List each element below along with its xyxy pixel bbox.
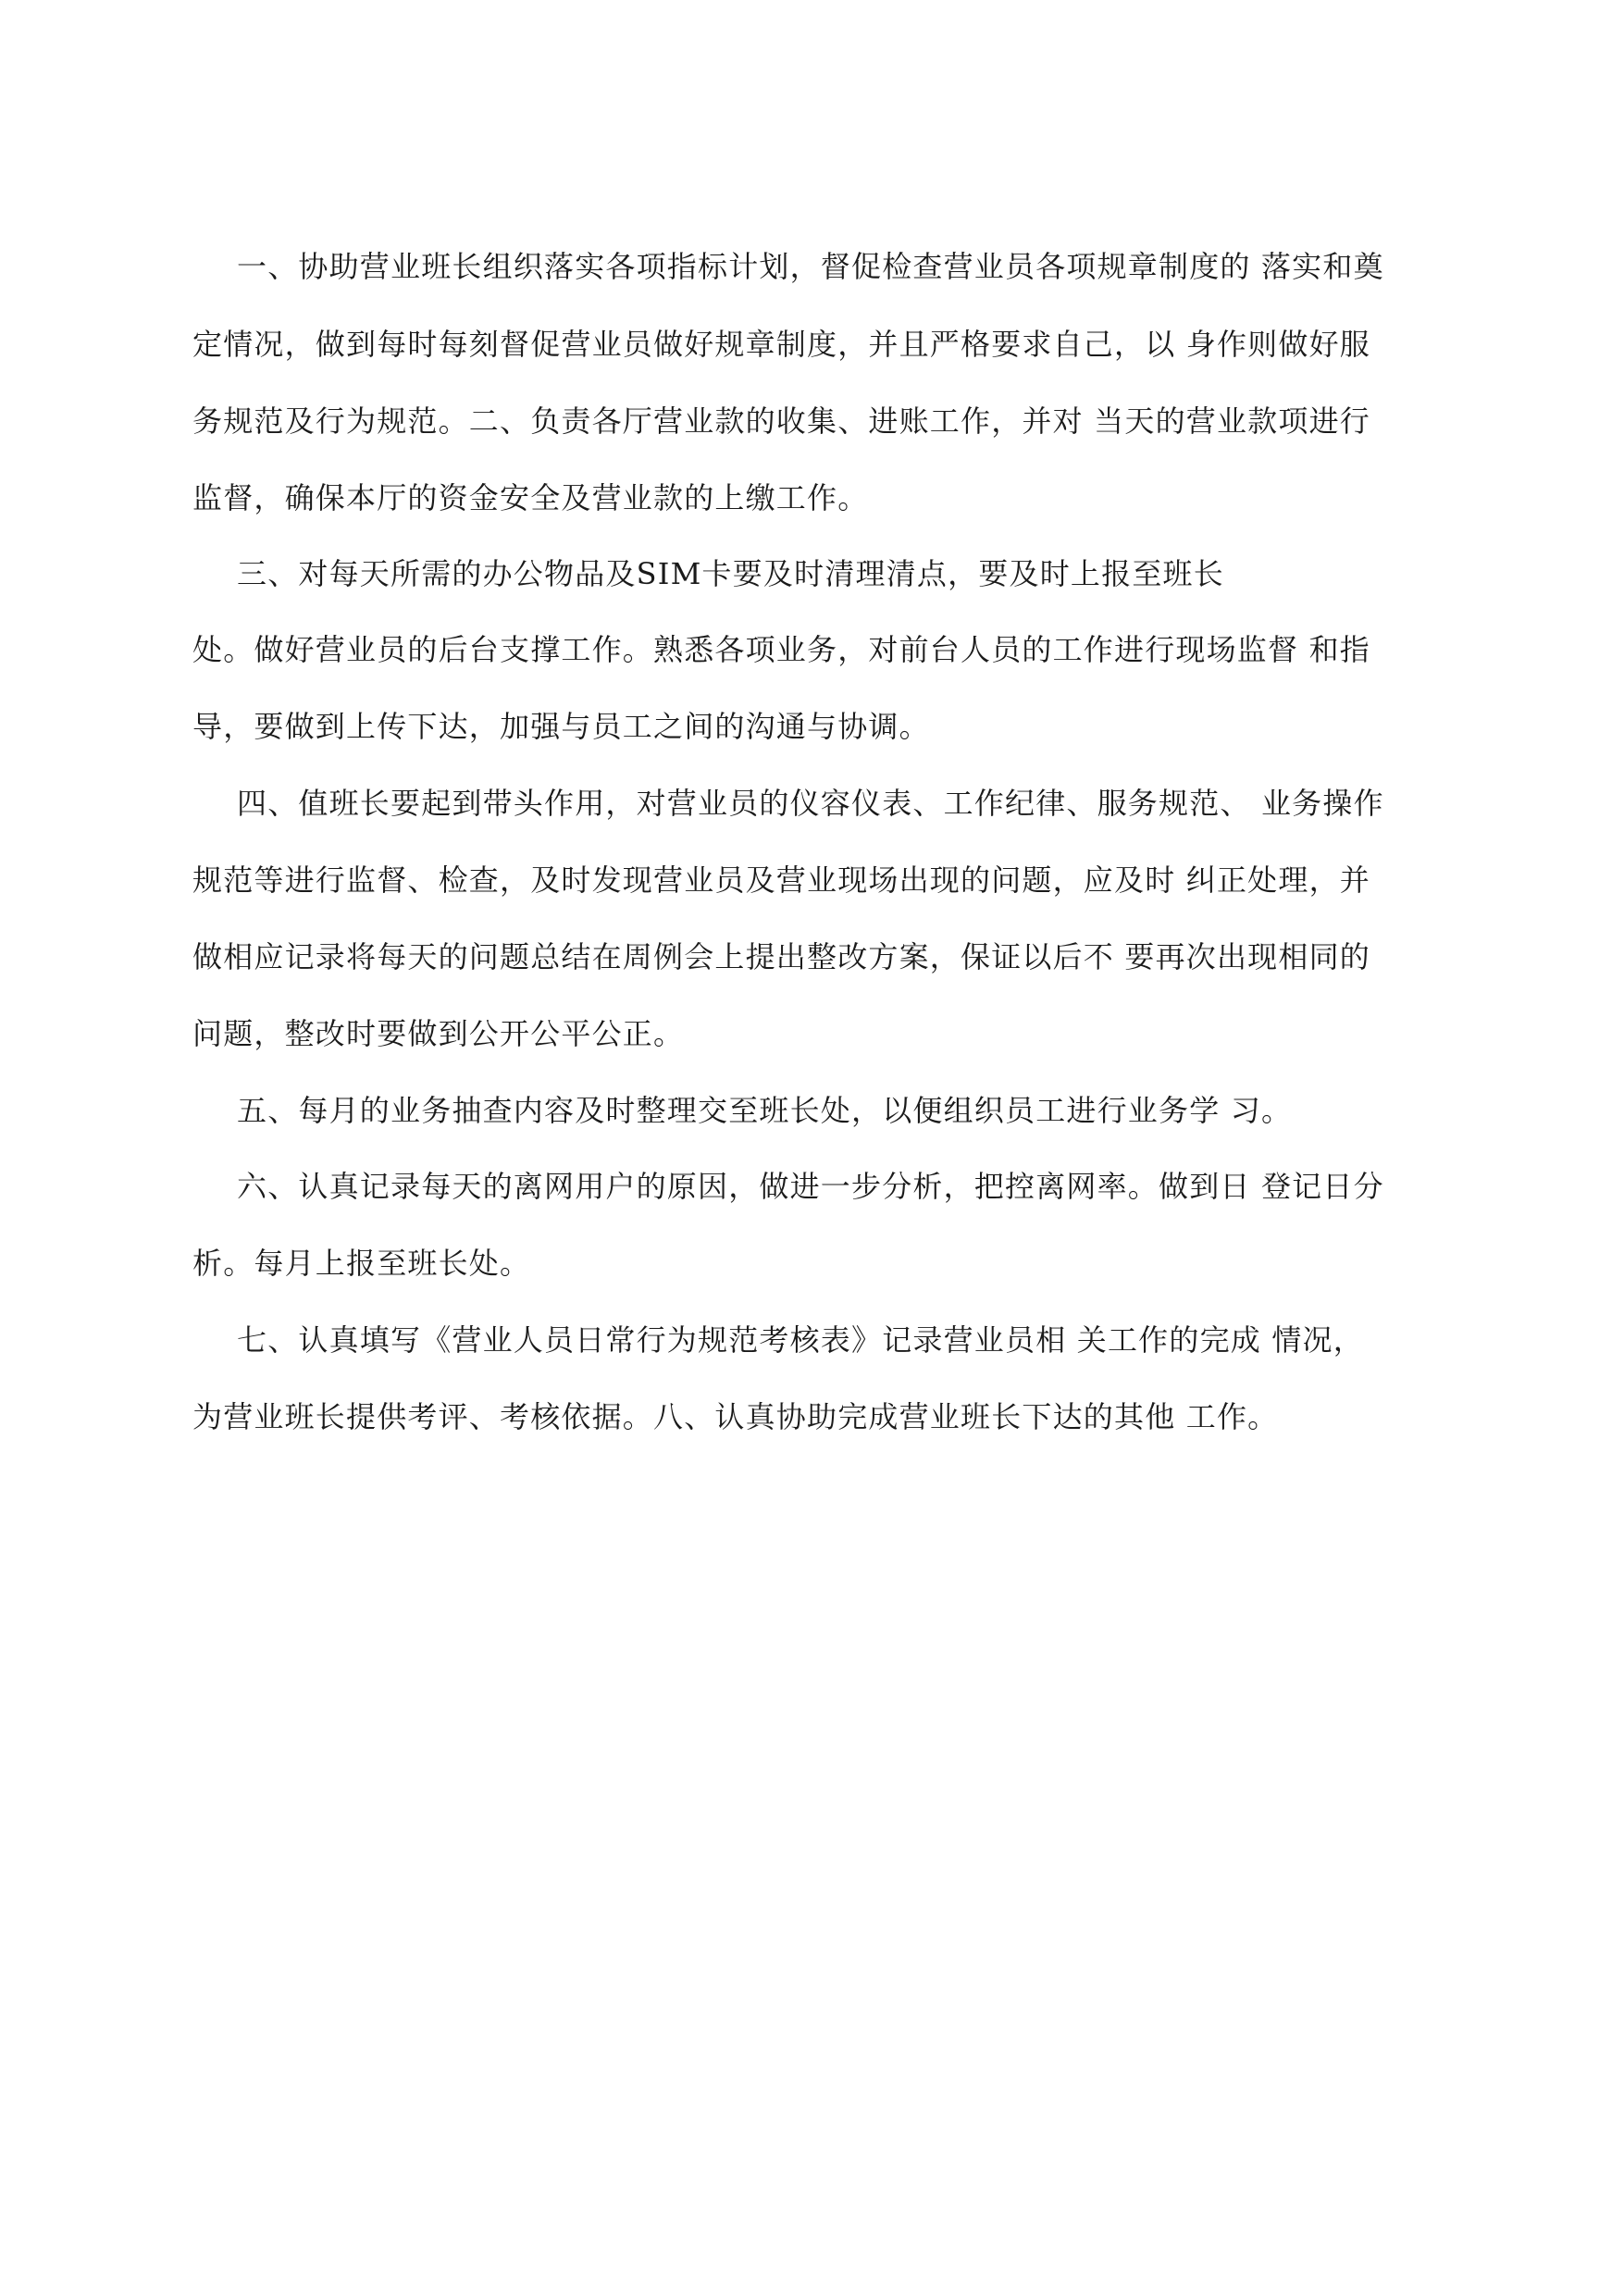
paragraph-1-line-4: 监督，确保本厅的资金安全及营业款的上缴工作。 (192, 480, 869, 515)
paragraph-4-line-1: 四、值班长要起到带头作用，对营业员的仪容仪表、工作纪律、服务规范、 业务操作 (237, 786, 1384, 821)
paragraph-1-line-3: 务规范及行为规范。二、负责各厅营业款的收集、进账工作，并对 当天的营业款项进行 (192, 403, 1370, 439)
paragraph-5-line-1: 五、每月的业务抽查内容及时整理交至班长处，以便组织员工进行业务学 习。 (237, 1093, 1293, 1128)
paragraph-1-line-1: 一、协助营业班长组织落实各项指标计划，督促检查营业员各项规章制度的 落实和奠 (237, 249, 1384, 284)
paragraph-4-line-3: 做相应记录将每天的问题总结在周例会上提出整改方案，保证以后不 要再次出现相同的 (192, 939, 1370, 974)
paragraph-1-line-2: 定情况，做到每时每刻督促营业员做好规章制度，并且严格要求自己，以 身作则做好服 (192, 327, 1370, 362)
paragraph-3-line-2: 导，要做到上传下达，加强与员工之间的沟通与协调。 (192, 709, 930, 744)
paragraph-4-line-2: 规范等进行监督、检查，及时发现营业员及营业现场出现的问题，应及时 纠正处理，并 (192, 862, 1370, 898)
paragraph-7-line-1: 七、认真填写《营业人员日常行为规范考核表》记录营业员相 关工作的完成 情况， (237, 1322, 1364, 1358)
paragraph-4-line-4: 问题，整改时要做到公开公平公正。 (192, 1016, 685, 1051)
paragraph-2-line-1: 三、对每天所需的办公物品及SIM卡要及时清理清点，要及时上报至班长 (237, 556, 1224, 591)
paragraph-6-line-2: 析。每月上报至班长处。 (192, 1246, 531, 1281)
paragraph-3-line-1: 处。做好营业员的后台支撑工作。熟悉各项业务，对前台人员的工作进行现场监督 和指 (192, 632, 1370, 667)
paragraph-7-line-2: 为营业班长提供考评、考核依据。八、认真协助完成营业班长下达的其他 工作。 (192, 1399, 1279, 1434)
paragraph-6-line-1: 六、认真记录每天的离网用户的原因，做进一步分析，把控离网率。做到日 登记日分 (237, 1169, 1384, 1204)
